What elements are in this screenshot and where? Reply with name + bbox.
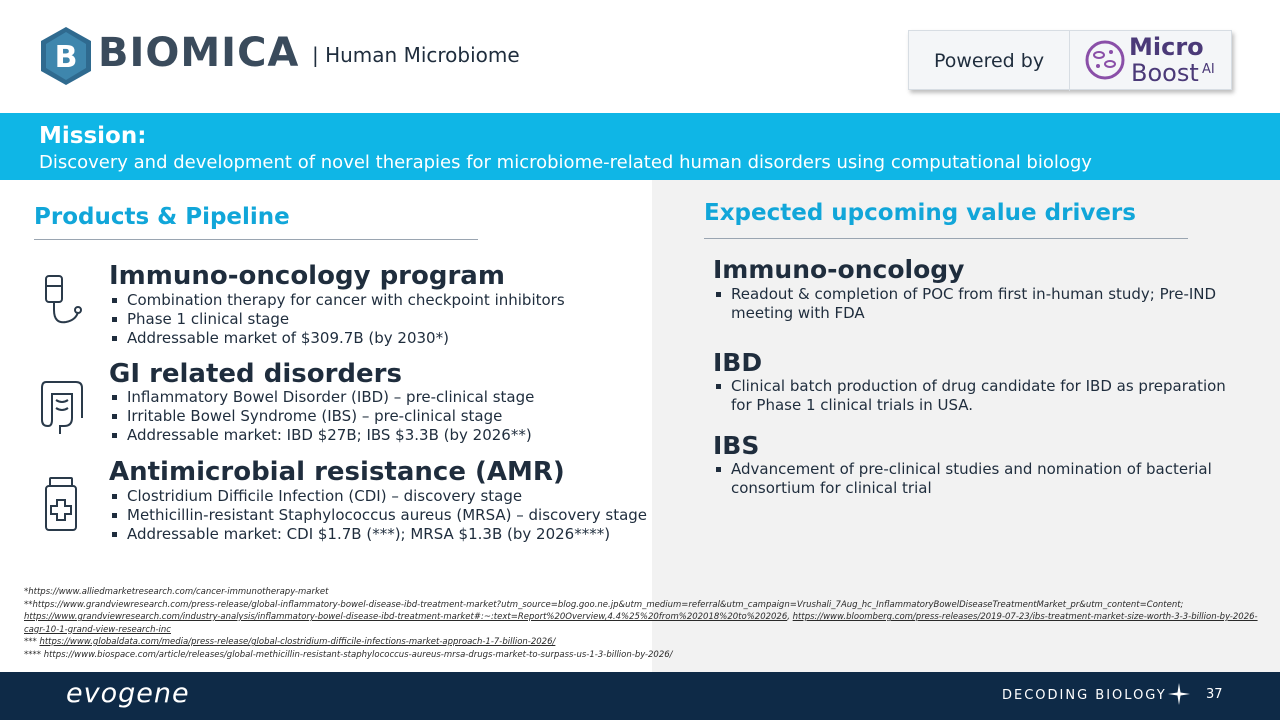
footnote-3-link-a[interactable]: https://www.grandviewresearch.com/industry-analysis/inflammatory-bowel-disease-ibd-treatment-market#:~:text=Report%20Overview,4.4%25%20from%202018%20to%202026 (24, 612, 788, 622)
list-item: Methicillin-resistant Staphylococcus aureus (MRSA) – discovery stage (109, 506, 649, 525)
driver-bullets-ibs (713, 460, 1233, 498)
sparkle-icon (1168, 683, 1190, 705)
list-item: Phase 1 clinical stage (109, 310, 629, 329)
products-divider (34, 239, 478, 240)
products-pipeline-title: Products & Pipeline (34, 204, 290, 230)
list-item: Readout & completion of POC from first in-human study; Pre-IND meeting with FDA (713, 285, 1233, 323)
intestine-icon (38, 374, 86, 438)
mission-banner (0, 113, 1280, 180)
footnote-4 (24, 636, 1269, 649)
evogene-logo-text: evogene (66, 678, 190, 709)
list-item: Advancement of pre-clinical studies and nomination of bacterial consortium for clinical trial (713, 460, 1233, 498)
powered-by-divider (1069, 31, 1070, 91)
driver-bullets-ibd (713, 377, 1233, 415)
header-subtitle: | Human Microbiome (312, 43, 520, 67)
mission-title: Mission: (39, 123, 147, 149)
product-title-amr: Antimicrobial resistance (AMR) (109, 457, 565, 487)
product-title-gi-disorders: GI related disorders (109, 359, 402, 389)
product-bullets-amr (109, 487, 649, 544)
driver-title-immuno-oncology: Immuno-oncology (713, 255, 965, 284)
footer-bar (0, 672, 1280, 720)
mission-text: Discovery and development of novel therapies for microbiome-related human disorders using computational biology (39, 152, 1092, 173)
footnote-1: *https://www.alliedmarketresearch.com/cancer-immunotherapy-market (24, 587, 329, 597)
svg-text:B: B (54, 40, 78, 75)
product-bullets-gi-disorders (109, 388, 629, 445)
medicine-bottle-icon (38, 474, 86, 538)
list-item: Addressable market of $309.7B (by 2030*) (109, 329, 629, 348)
product-bullets-immuno-oncology (109, 291, 629, 348)
driver-bullets-immuno-oncology (713, 285, 1233, 323)
footnote-3: https://www.grandviewresearch.com/industry-analysis/inflammatory-bowel-disease-ibd-treatment-market#:~:text=Report%20Overview,4.4%25%20from%202018%20to%202026, https://www.bloomberg.com/press-releases/2019-07-23/ibs-treatment-market-size-worth-3-3-billion-by-2026-cagr-10-1-grand-view-research-inc (24, 612, 1258, 635)
list-item: Addressable market: IBD $27B; IBS $3.3B (by 2026**) (109, 426, 629, 445)
footnote-5: **** https://www.biospace.com/article/releases/global-methicillin-resistant-staphylococcus-aureus-mrsa-drugs-market-to-surpass-us-1-3-billion-by-2026/ (24, 649, 673, 660)
page-number: 37 (1206, 687, 1223, 702)
microboost-logo-icon (1083, 38, 1127, 82)
footer-tagline: DECODING BIOLOGY (1002, 688, 1167, 703)
powered-by-label: Powered by (933, 50, 1045, 72)
list-item: Combination therapy for cancer with checkpoint inhibitors (109, 291, 629, 310)
biomica-logo-icon (40, 26, 92, 86)
biomica-logo-text: BIOMICA (98, 30, 300, 76)
list-item: Irritable Bowel Syndrome (IBS) – pre-clinical stage (109, 407, 629, 426)
microboost-boost-text: Boost (1131, 59, 1199, 87)
footnote-2: **https://www.grandviewresearch.com/press-release/global-inflammatory-bowel-disease-ibd-treatment-market?utm_source=blog.goo.ne.jp&utm_medium=referral&utm_campaign=Vrushali_7Aug_hc_InflammatoryBowelDiseaseTreatmentMarket_pr&utm_content=Content; (24, 599, 1184, 610)
value-drivers-divider (704, 238, 1188, 239)
list-item: Inflammatory Bowel Disorder (IBD) – pre-clinical stage (109, 388, 629, 407)
product-title-immuno-oncology: Immuno-oncology program (109, 261, 505, 291)
footnote-4-link[interactable]: https://www.globaldata.com/media/press-release/global-clostridium-difficile-infections-market-approach-1-7-billion-2026/ (39, 637, 556, 647)
footnote-3-link-b[interactable]: https://www.bloomberg.com/press-releases/2019-07-23/ibs-treatment-market-size-worth-3-3-billion-by-2026-cagr-10-1-grand-view-research-inc (24, 612, 1258, 635)
list-item: Clinical batch production of drug candidate for IBD as preparation for Phase 1 clinical trials in USA. (713, 377, 1233, 415)
iv-drip-icon (38, 272, 86, 336)
value-drivers-title: Expected upcoming value drivers (704, 200, 1136, 226)
driver-title-ibd: IBD (713, 348, 763, 377)
footnotes (24, 586, 1269, 661)
list-item: Addressable market: CDI $1.7B (***); MRSA $1.3B (by 2026****) (109, 525, 649, 544)
footnote-4-prefix: *** (24, 637, 37, 647)
list-item: Clostridium Difficile Infection (CDI) – discovery stage (109, 487, 649, 506)
microboost-ai-text: AI (1202, 62, 1215, 77)
powered-by-badge (908, 30, 1232, 90)
microboost-micro-text: Micro (1129, 33, 1204, 61)
driver-title-ibs: IBS (713, 431, 760, 460)
